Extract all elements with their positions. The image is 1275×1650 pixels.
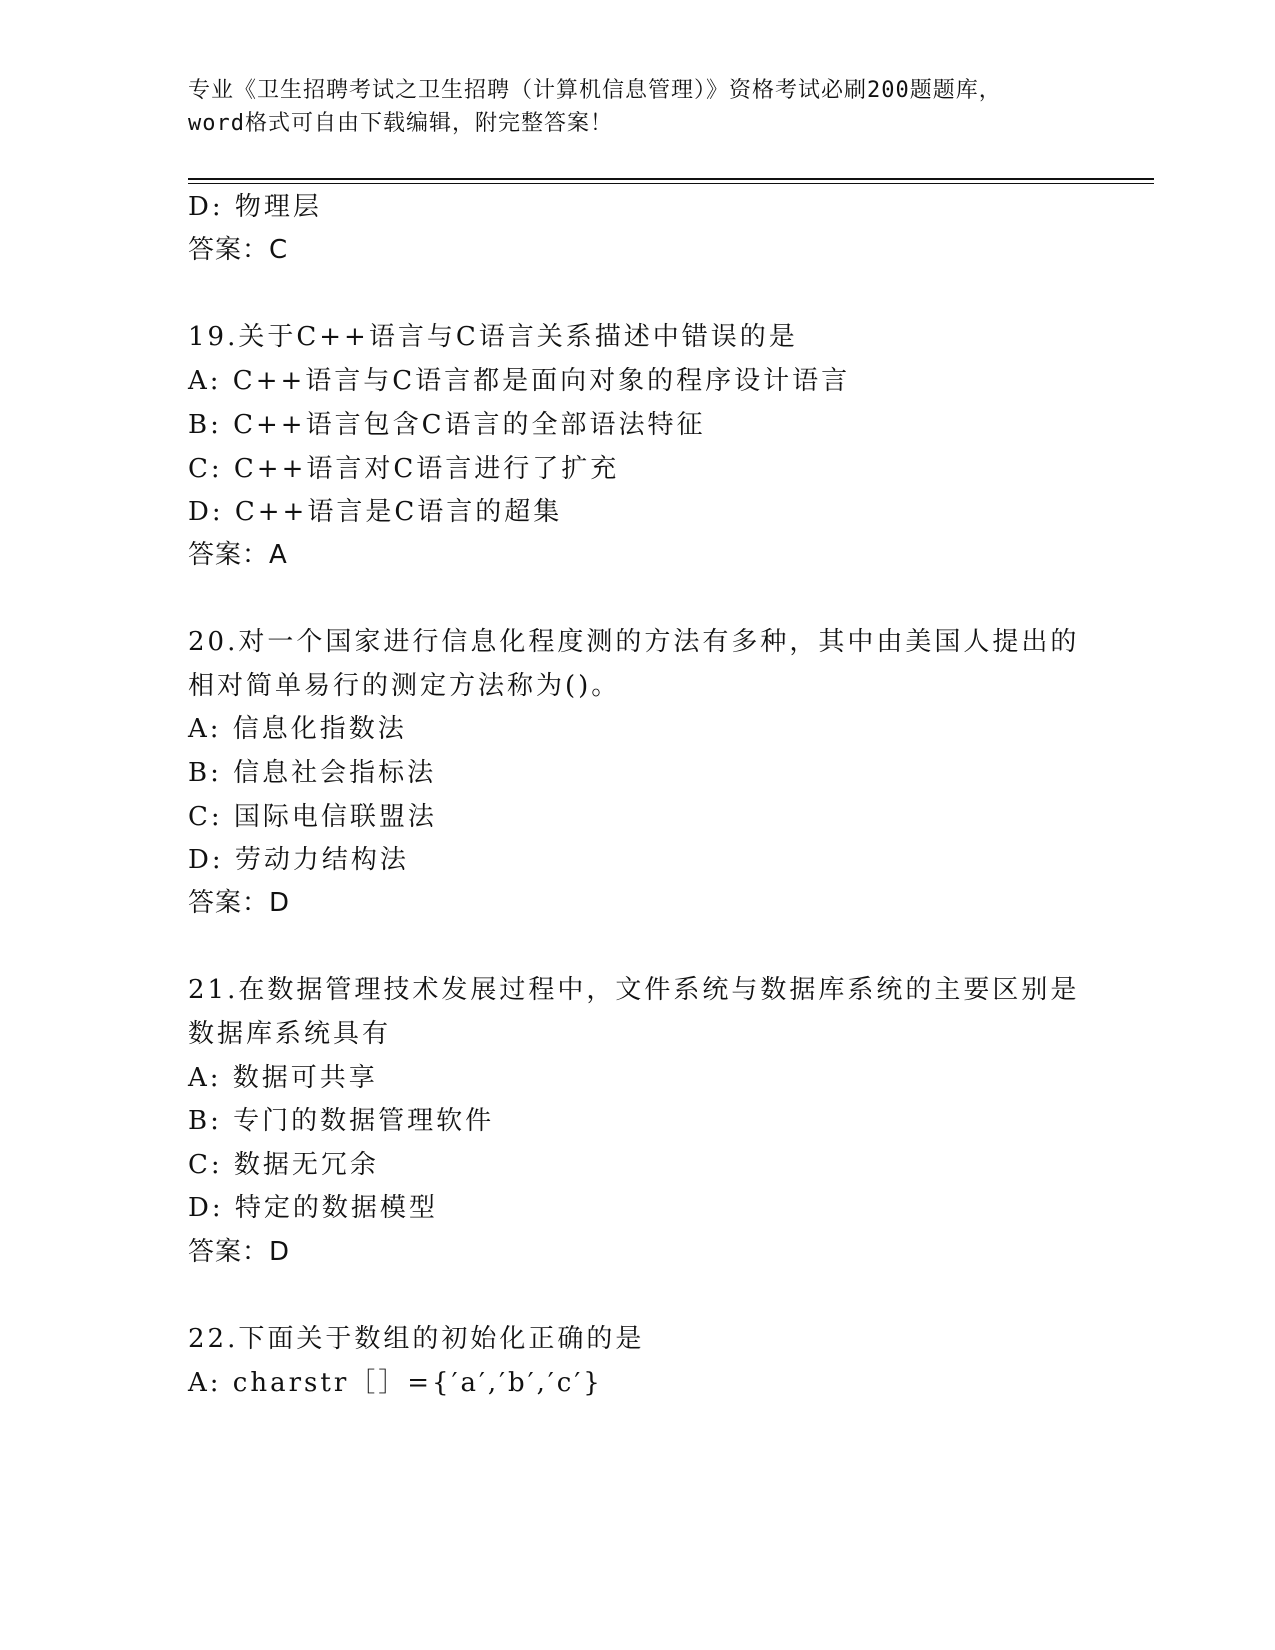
q21-option-b: B: 专门的数据管理软件 bbox=[188, 1106, 495, 1136]
header-divider-thin bbox=[188, 183, 1154, 184]
q21-option-c: C: 数据无冗余 bbox=[188, 1150, 379, 1180]
q18-option-d: D: 物理层 bbox=[188, 192, 322, 222]
q21-question-line-2: 数据库系统具有 bbox=[188, 1019, 392, 1049]
q21-answer: 答案：D bbox=[188, 1237, 291, 1267]
q21-question-line-1: 21.在数据管理技术发展过程中，文件系统与数据库系统的主要区别是 bbox=[188, 975, 1080, 1005]
q19-option-b: B: C++语言包含C语言的全部语法特征 bbox=[188, 410, 706, 440]
q19-option-d: D: C++语言是C语言的超集 bbox=[188, 497, 563, 527]
q20-answer: 答案：D bbox=[188, 888, 291, 918]
q20-option-d: D: 劳动力结构法 bbox=[188, 845, 409, 875]
q22-question: 22.下面关于数组的初始化正确的是 bbox=[188, 1324, 645, 1354]
q20-question-line-2: 相对简单易行的测定方法称为()。 bbox=[188, 671, 621, 701]
q21-option-a: A: 数据可共享 bbox=[188, 1063, 378, 1093]
q18-answer: 答案：C bbox=[188, 235, 289, 265]
q20-question-line-1: 20.对一个国家进行信息化程度测的方法有多种，其中由美国人提出的 bbox=[188, 627, 1080, 657]
q21-option-d: D: 特定的数据模型 bbox=[188, 1193, 438, 1223]
header-divider-thick bbox=[188, 178, 1154, 180]
q19-option-c: C: C++语言对C语言进行了扩充 bbox=[188, 454, 620, 484]
header-line-1: 专业《卫生招聘考试之卫生招聘（计算机信息管理）》资格考试必刷200题题库， bbox=[188, 78, 1002, 103]
document-header bbox=[188, 74, 1088, 140]
q19-question: 19.关于C++语言与C语言关系描述中错误的是 bbox=[188, 322, 798, 352]
q20-option-c: C: 国际电信联盟法 bbox=[188, 802, 437, 832]
q20-option-a: A: 信息化指数法 bbox=[188, 714, 407, 744]
q19-option-a: A: C++语言与C语言都是面向对象的程序设计语言 bbox=[188, 366, 851, 396]
q22-option-a: A: charstr［］={′a′,′b′,′c′} bbox=[188, 1368, 603, 1398]
header-line-2: word格式可自由下载编辑，附完整答案！ bbox=[188, 111, 613, 136]
q19-answer: 答案：A bbox=[188, 540, 288, 570]
q20-option-b: B: 信息社会指标法 bbox=[188, 758, 437, 788]
